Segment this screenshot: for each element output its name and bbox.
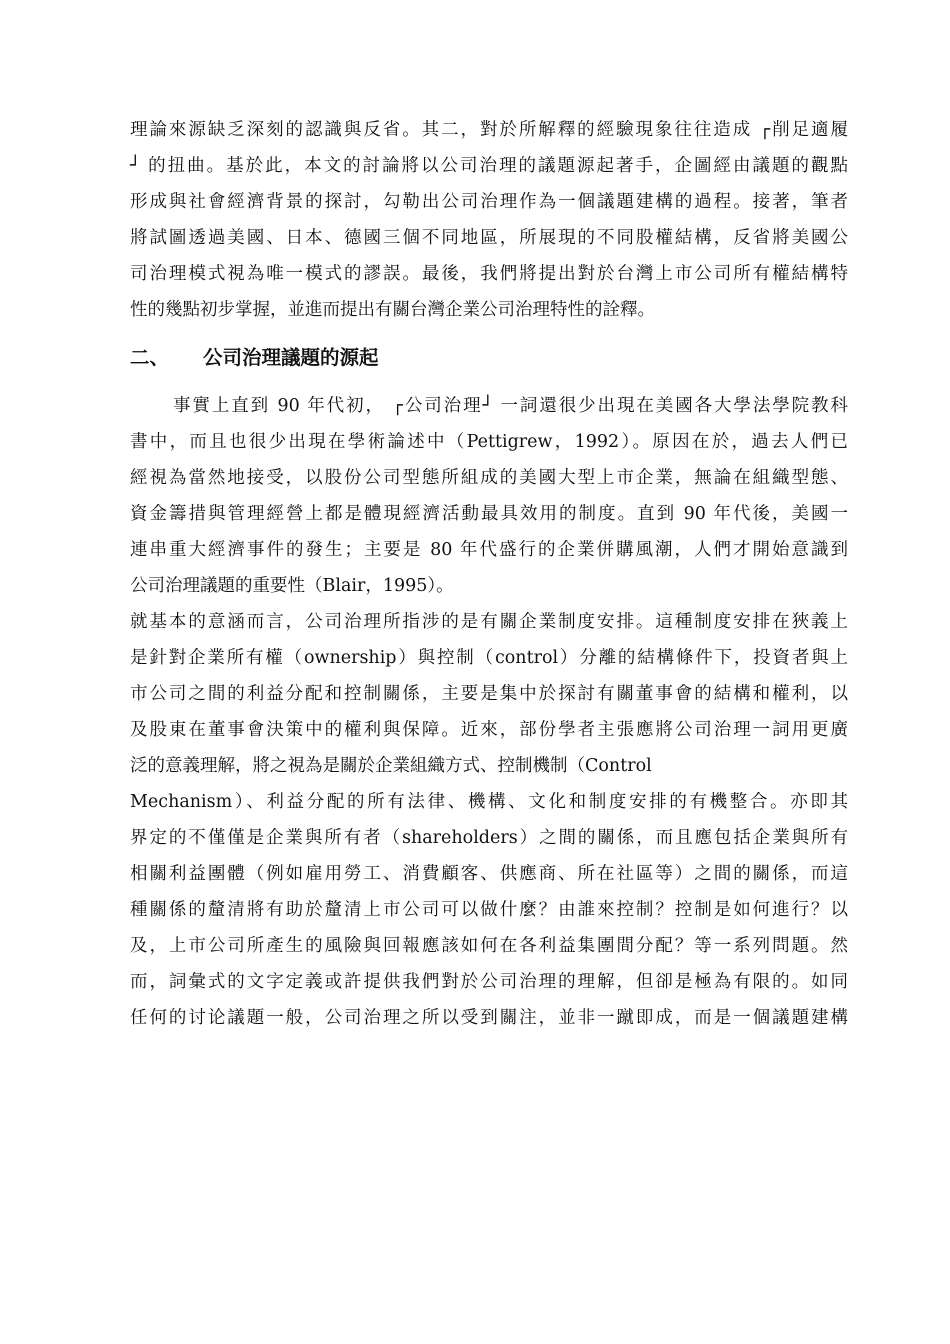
text-line: 及股東在董事會決策中的權利與保障。近來，部份學者主張應將公司治理一詞用更廣: [130, 720, 848, 740]
section-title: 公司治理議題的源起: [203, 346, 379, 369]
text-line: 將試圖透過美國、日本、德國三個不同地區，所展現的不同股權結構，反省將美國公: [130, 228, 848, 248]
text-line: 就基本的意涵而言，公司治理所指涉的是有關企業制度安排。這種制度安排在狹義上: [130, 612, 848, 632]
text-line: 及，上市公司所產生的風險與回報應該如何在各利益集團間分配？等一系列問題。然: [130, 936, 848, 956]
text-line: 市公司之間的利益分配和控制關係，主要是集中於探討有關董事會的結構和權利，以: [130, 684, 848, 704]
section-number: 二、: [130, 346, 170, 369]
text-line: 是針對企業所有權（ownership）與控制（control）分離的結構條件下，投資者與上: [130, 648, 848, 668]
text-line: 界定的不僅僅是企業與所有者（shareholders）之間的關係，而且應包括企業與所有: [130, 828, 848, 848]
text-line: 相關利益團體（例如雇用勞工、消費顧客、供應商、所在社區等）之間的關係，而這: [130, 864, 848, 884]
text-line: 任何的讨论議題一般，公司治理之所以受到關注，並非一蹴即成，而是一個議題建構: [130, 1008, 848, 1028]
paragraph-three: [130, 604, 848, 1036]
text-line: 書中，而且也很少出現在學術論述中（Pettigrew，1992）。原因在於，過去人們已: [130, 432, 848, 452]
text-line: 事實上直到 90 年代初， ┌公司治理┘ 一詞還很少出現在美國各大學法學院教科: [173, 396, 848, 416]
text-line: 司治理模式視為唯一模式的謬誤。最後，我們將提出對於台灣上市公司所有權結構特: [130, 264, 848, 284]
text-line: 連串重大經濟事件的發生；主要是 80 年代盛行的企業併購風潮，人們才開始意識到: [130, 540, 848, 560]
text-line: Mechanism）、利益分配的所有法律、機構、文化和制度安排的有機整合。亦即其: [130, 792, 848, 812]
text-line: 資金籌措與管理經營上都是體現經濟活動最具效用的制度。直到 90 年代後，美國一: [130, 504, 848, 524]
text-line: 而，詞彙式的文字定義或許提供我們對於公司治理的理解，但卻是極為有限的。如同: [130, 972, 848, 992]
text-line: ┘ 的扭曲。基於此，本文的討論將以公司治理的議題源起著手，企圖經由議題的觀點: [130, 156, 848, 176]
text-line: 種關係的釐清將有助於釐清上市公司可以做什麼？由誰來控制？控制是如何進行？以: [130, 900, 848, 920]
text-line: 經視為當然地接受，以股份公司型態所組成的美國大型上市企業，無論在組織型態、: [130, 468, 848, 488]
text-line: 形成與社會經濟背景的探討，勾勒出公司治理作為一個議題建構的過程。接著，筆者: [130, 192, 848, 212]
section-heading: [130, 340, 848, 376]
text-line: 泛的意義理解，將之視為是關於企業組織方式、控制機制（Control: [130, 756, 652, 776]
paragraph-two: [130, 388, 848, 604]
document-page: [130, 112, 848, 1036]
text-line: 理論來源缺乏深刻的認識與反省。其二，對於所解釋的經驗現象往往造成 ┌削足適履: [130, 120, 848, 140]
intro-paragraph: [130, 112, 848, 328]
text-line: 公司治理議題的重要性（Blair，1995）。: [130, 576, 454, 596]
text-line: 性的幾點初步掌握，並進而提出有關台灣企業公司治理特性的詮釋。: [130, 300, 655, 320]
